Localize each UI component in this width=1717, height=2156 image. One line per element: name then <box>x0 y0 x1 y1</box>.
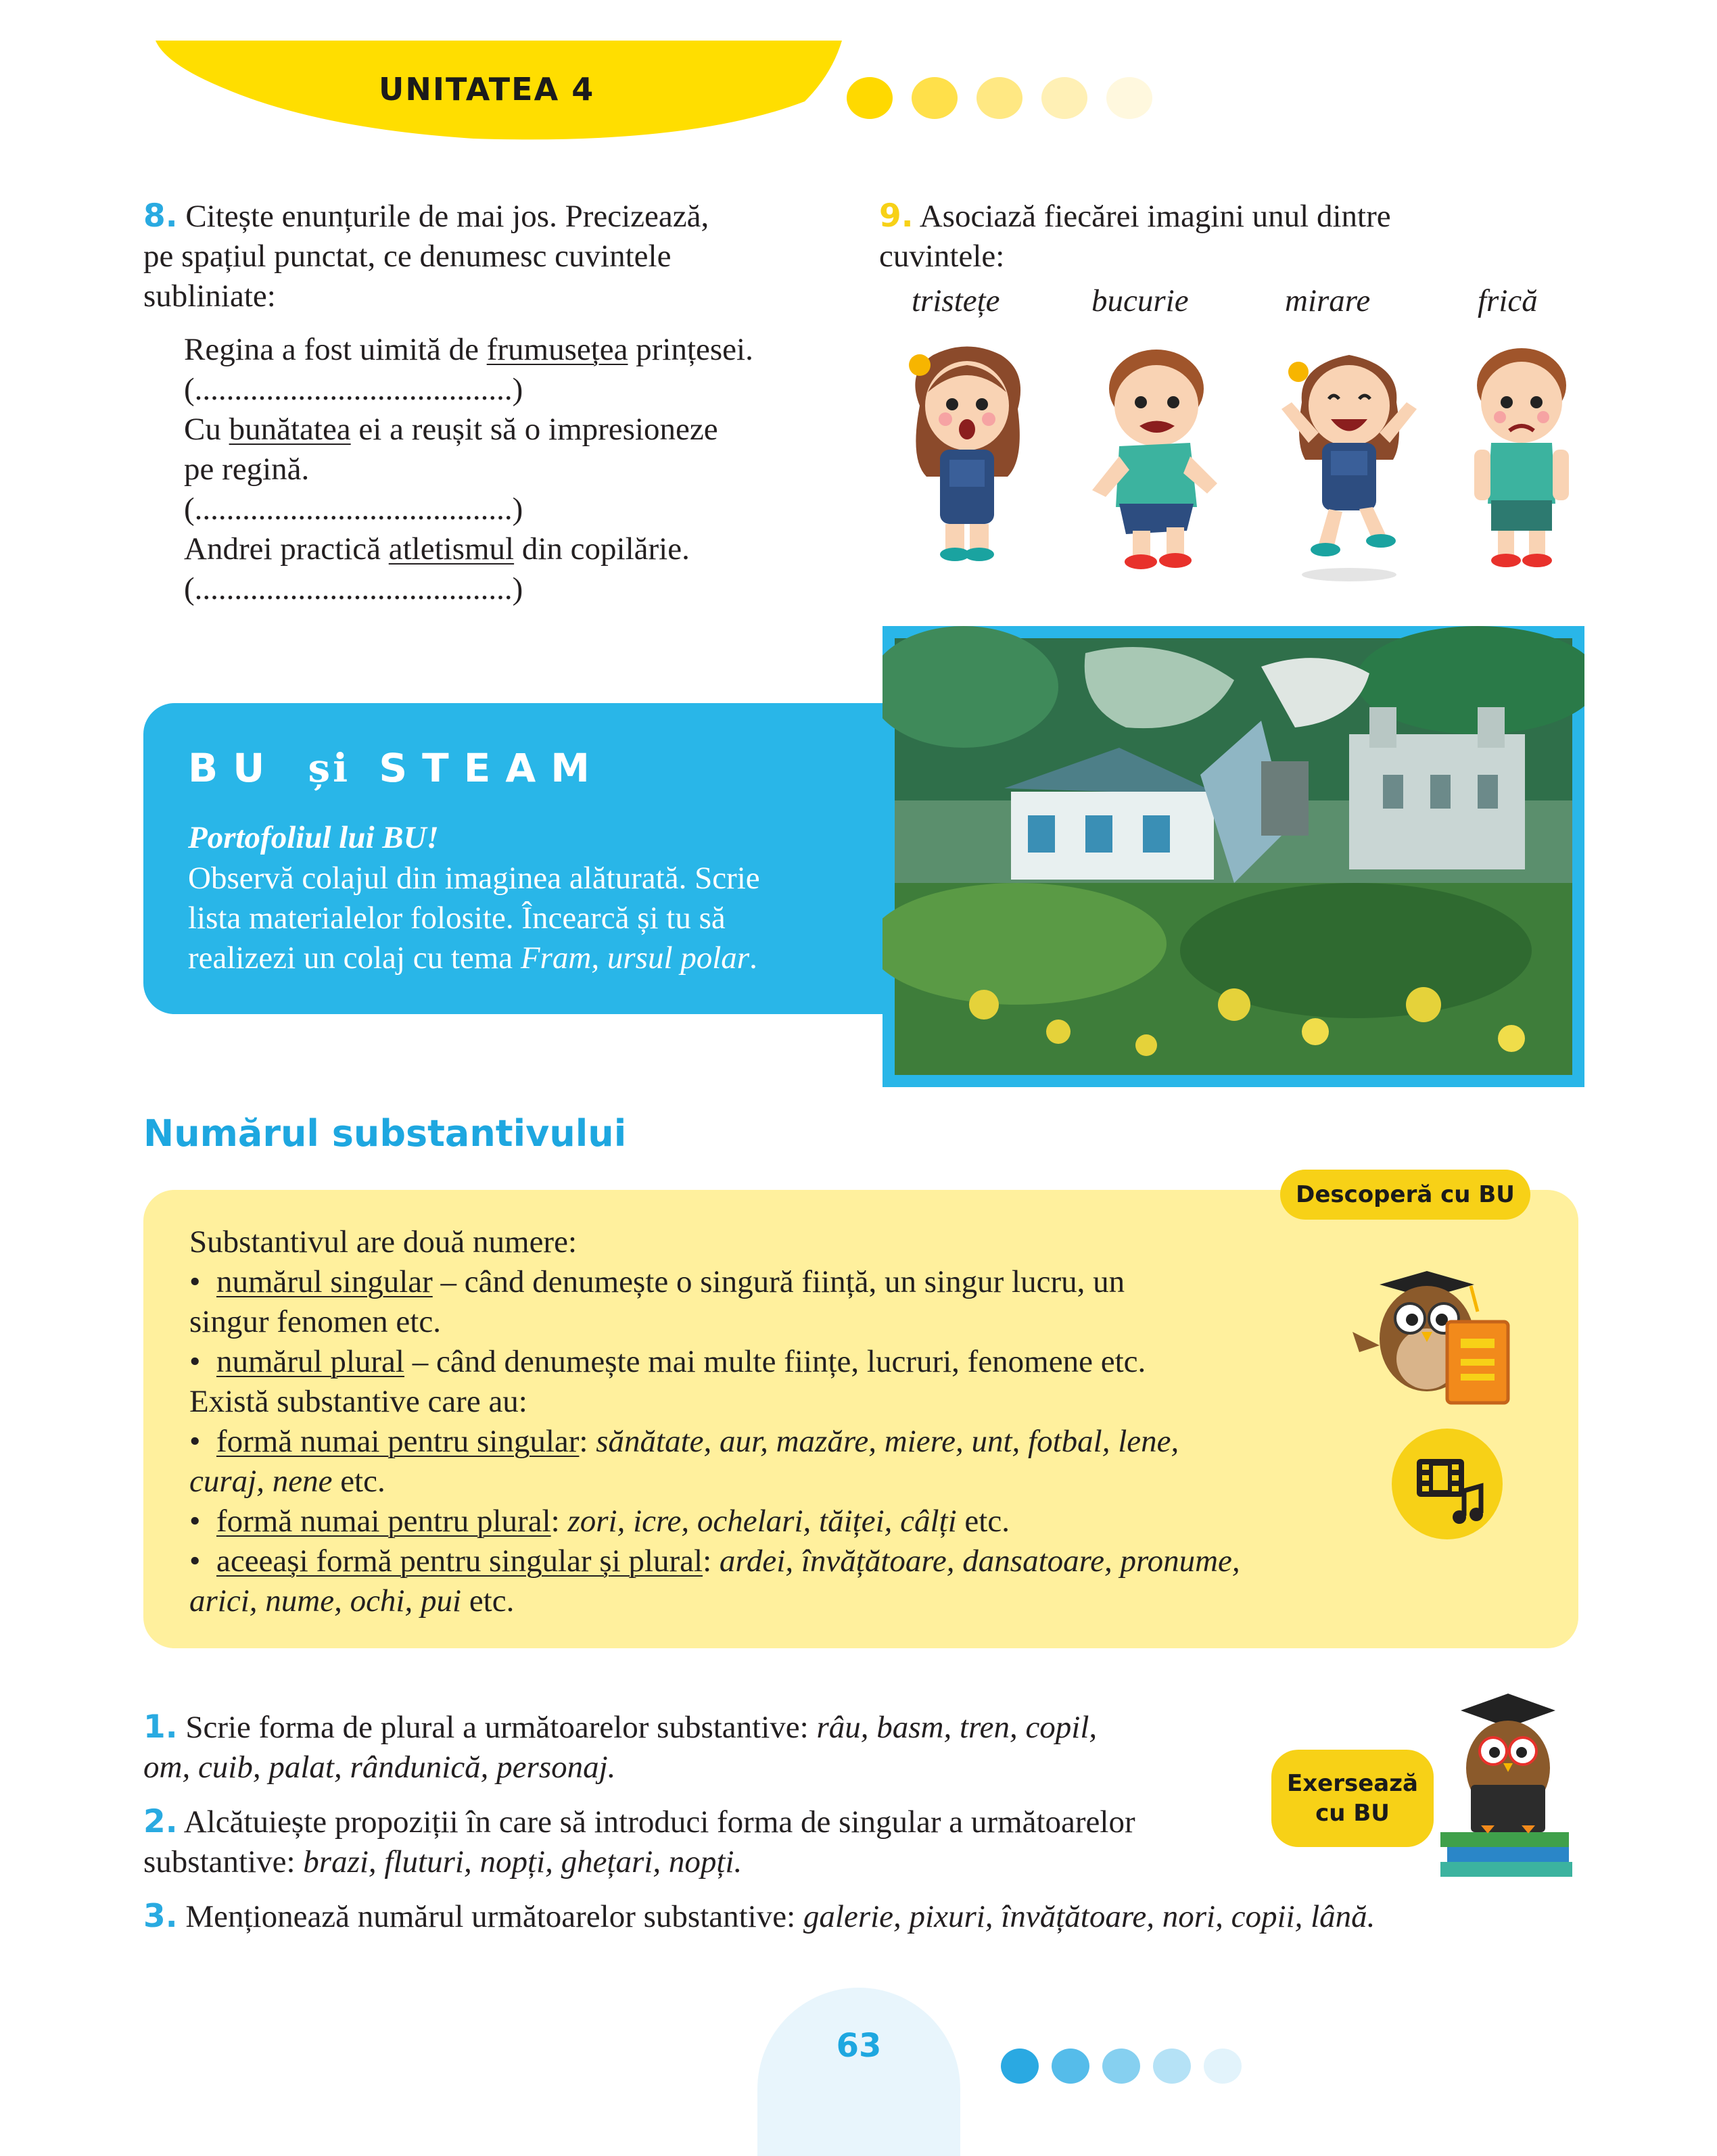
blank-1[interactable]: (........................................) <box>184 372 523 407</box>
exercise-1: 1. Scrie forma de plural a următoarelor substantive: râu, basm, tren, copil, om, cuib, palat, rândunică, personaj. <box>143 1708 1098 1785</box>
child-happy-girl-illustration <box>1271 335 1427 585</box>
sentence-1: Regina a fost uimită de frumusețea prințesei. <box>184 332 753 367</box>
ex9-number: 9. <box>879 197 914 235</box>
header-dot <box>977 77 1022 119</box>
child-surprised-girl-illustration <box>893 331 1041 575</box>
steam-text: Observă colajul din imaginea alăturată. Scrie lista materialelor folosite. Încearcă și tu să realizezi un colaj cu tema Fram, ursul polar. <box>188 861 760 976</box>
blank-3[interactable]: (........................................) <box>184 571 523 606</box>
owl-with-book-icon <box>1353 1257 1515 1406</box>
exercise-3: 3. Menționează numărul următoarelor substantive: galerie, pixuri, învățătoare, nori, copii, lână. <box>143 1898 1375 1935</box>
discover-badge: Descoperă cu BU <box>1280 1170 1530 1220</box>
child-sad-boy-illustration <box>1454 335 1589 578</box>
child-scared-boy-illustration <box>1079 335 1234 578</box>
ex8-instruction: 8. Citește enunțurile de mai jos. Precizează, pe spațiul punctat, ce denumesc cuvintele subliniate: <box>143 197 709 314</box>
ex8-sentences: Regina a fost uimită de frumusețea prințesei. (........................................) Cu bunătatea ei a reușit să o impresioneze pe regină. (........................................) Andrei practică atletismul din copilărie. (........................................) <box>184 330 860 609</box>
footer-dot <box>1153 2049 1191 2084</box>
section-title: Numărul substantivului <box>143 1112 627 1155</box>
sentence-2: Cu bunătatea ei a reușit să o impresioneze <box>184 412 718 447</box>
collage-image <box>883 626 1584 1087</box>
word-bucurie: bucurie <box>1091 283 1189 318</box>
sentence-3: Andrei practică atletismul din copilărie. <box>184 531 690 567</box>
word-tristete: tristețe <box>912 283 1000 318</box>
word-mirare: mirare <box>1285 283 1371 318</box>
page-number-blob <box>757 1988 960 2156</box>
practice-badge: Exersează cu BU <box>1271 1750 1434 1847</box>
film-music-icon[interactable] <box>1390 1427 1505 1541</box>
word-frica: frică <box>1478 283 1538 318</box>
footer-dot <box>1052 2049 1089 2084</box>
info-text: Substantivul are două numere: • numărul singular – când denumește o singură ființă, un singur lucru, un singur fenomen etc. • numărul plural – când denumește mai multe ființe, lucruri, fenomene etc. Există substantive care au: • formă numai pentru singular: sănătate, aur, mazăre, miere, unt, fotbal, lene, curaj, nene etc. • formă numai pentru plural: zori, icre, ochelari, tăiței, câlți etc. • aceeași formă pentru singular și plural: ardei, învățătoare, dansatoare, pronume, arici, nume, ochi, pui etc. <box>189 1224 1240 1619</box>
steam-title: BU și STEAM <box>188 745 605 791</box>
ex8-number: 8. <box>143 197 178 235</box>
footer-dot <box>1102 2049 1140 2084</box>
steam-subtitle: Portofoliul lui BU! <box>188 820 439 855</box>
footer-dot <box>1001 2049 1039 2084</box>
exercise-2: 2. Alcătuiește propoziții în care să introduci forma de singular a următoarelor substantive: brazi, fluturi, nopți, ghețari, nopți. <box>143 1803 1135 1879</box>
owl-with-laptop-icon <box>1420 1683 1582 1879</box>
header-dot <box>847 77 893 119</box>
footer-dot <box>1204 2049 1242 2084</box>
unit-title: UNITATEA 4 <box>379 71 595 107</box>
header-dot <box>1106 77 1152 119</box>
header-dot <box>1041 77 1087 119</box>
ex9-instruction: 9. Asociază fiecărei imagini unul dintre cuvintele: <box>879 197 1391 274</box>
page-number: 63 <box>836 2027 882 2065</box>
blank-2[interactable]: (........................................) <box>184 492 523 527</box>
header-dot <box>912 77 958 119</box>
